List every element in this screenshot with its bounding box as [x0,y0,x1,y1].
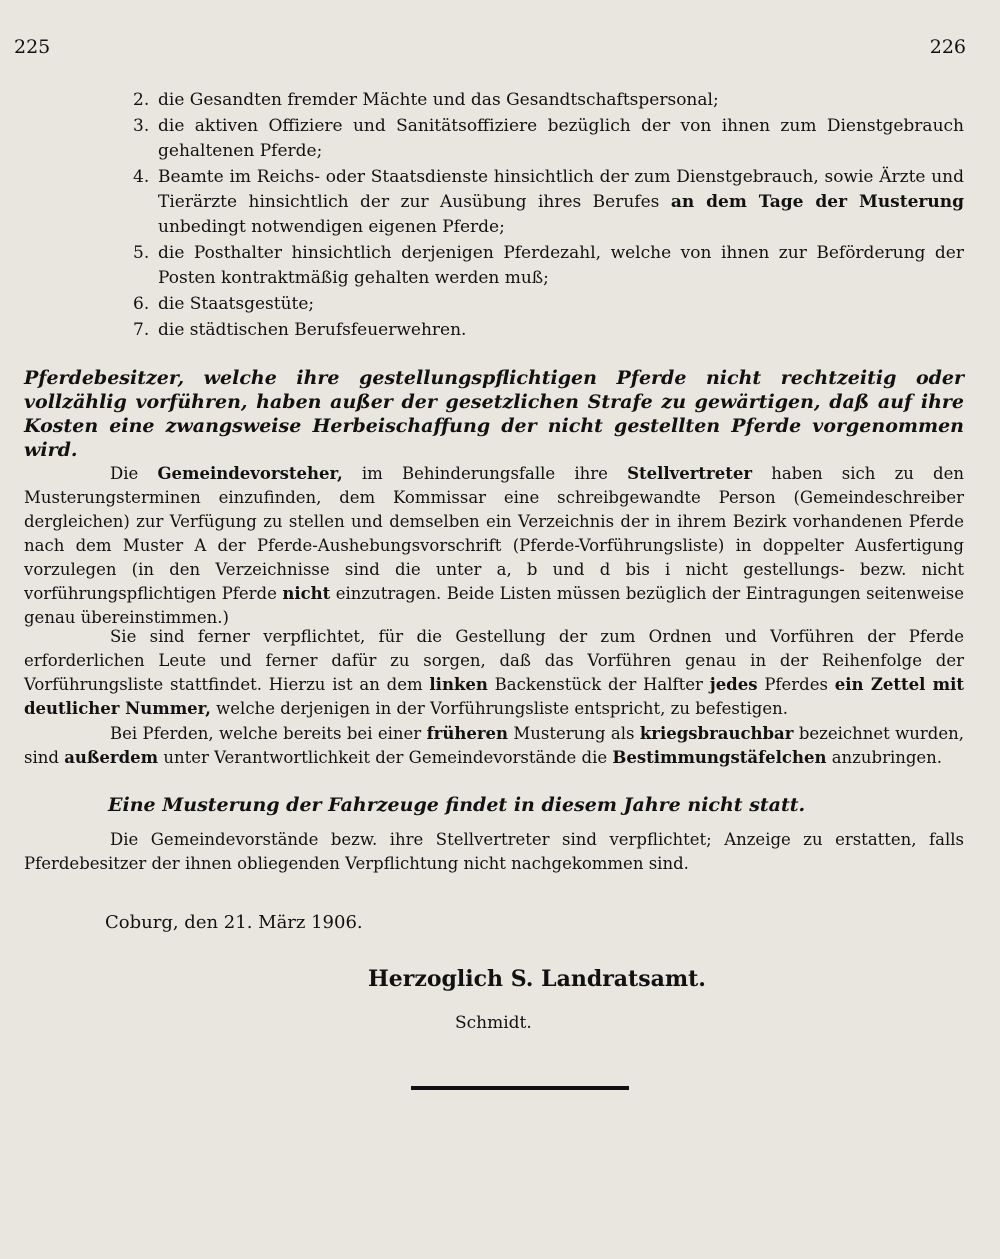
vehicle-notice: Eine Musterung der Fahrzeuge findet in diesem Jahre nicht statt. [108,794,806,816]
paragraph-reporting [24,828,964,876]
list-item-number: 5. [133,243,150,263]
text-run: unter Verantwortlichkeit der Gemeindevorstände die [163,748,608,767]
emphasis: früheren [426,724,509,743]
text-run: Pferdes [764,675,828,694]
list-item-number: 4. [133,167,150,187]
list-item-text: die städtischen Berufsfeuerwehren. [158,320,467,340]
list-item-text [158,165,964,240]
list-item-number: 3. [133,116,150,136]
page-number-left: 225 [14,36,51,58]
text-run: Sie sind ferner verpflichtet, für die Gestellung der zum Ordnen und Vorführen der Pferde erforderlichen Leute und ferner dafür zu sorgen, daß das Vorführen genau in der Reihenfolge der Vorführungsliste stattfindet. Hierzu ist an dem [24,627,964,694]
text-run: haben sich zu den Musterungsterminen einzufinden, dem Kommissar eine schreibgewandte Person (Gemeindeschreiber dergleichen) zur Verfügung zu stellen und demselben ein Verzeichnis der in ihrem Bezirk vorhandenen Pferde nach dem Muster A der Pferde-Aushebungsvorschrift (Pferde-Vorführungsliste) in doppelter Ausfertigung vorzulegen (in den Verzeichnisse sind die unter a, b und d bis i nicht gestellungs- bezw. nicht vorführungspflichtigen Pferde [24,464,965,603]
text-run: im Behinderungsfalle ihre [361,464,608,483]
list-item-number: 6. [133,294,150,314]
emphasis: kriegsbrauchbar [639,724,794,743]
list-item [133,241,964,291]
paragraph-municipal-duties [24,462,964,630]
list-item [133,318,964,343]
list-item-text: die Staatsgestüte; [158,294,315,314]
list-item-text: die Posthalter hinsichtlich derjenigen Pferdezahl, welche von ihnen zur Beförderung der Posten kontraktmäßig gehalten werden muß; [158,243,964,288]
exemption-list [133,88,964,344]
emphasis: Bestimmungstäfelchen [612,748,827,767]
emphasis: Stellvertreter [627,464,753,483]
paragraph-presentation [24,625,964,721]
emphasis: Gemeindevorsteher, [157,464,343,483]
closing-rule [411,1086,629,1090]
signature: Schmidt. [455,1013,532,1033]
page-number-right: 226 [929,36,966,58]
issuing-office: Herzoglich S. Landratsamt. [368,966,706,992]
emphasis: linken [429,675,488,694]
list-item-number: 2. [133,90,150,110]
emphasis: außerdem [64,748,159,767]
paragraph-tags [24,722,964,770]
penalty-warning: Pferdebesitzer, welche ihre gestellungspflichtigen Pferde nicht rechtzeitig oder vollzählig vorführen, haben außer der gesetzlichen Strafe zu gewärtigen, daß auf ihre Kosten eine zwangsweise Herbeischaffung der nicht gestellten Pferde vorgenommen wird. [24,367,964,461]
text-run: Die [110,464,139,483]
text-run: Musterung als [513,724,635,743]
place-and-date: Coburg, den 21. März 1906. [105,912,363,933]
list-item-number: 7. [133,320,150,340]
list-item-emphasis: an dem Tage der Musterung [670,192,964,212]
list-item [133,114,964,164]
list-item-text: die Gesandten fremder Mächte und das Gesandtschaftspersonal; [158,90,719,110]
emphasis: jedes [709,675,758,694]
text-run: einzutragen. Beide Listen müssen bezüglich der Eintragungen seitenweise genau übereinstimmen.) [24,584,965,627]
text-run: Backenstück der Halfter [494,675,703,694]
list-item-text-end: unbedingt notwendigen eigenen Pferde; [158,217,505,237]
list-item-text: die aktiven Offiziere und Sanitätsoffiziere bezüglich der von ihnen zum Dienstgebrauch gehaltenen Pferde; [158,116,964,161]
text-run: Die Gemeindevorstände bezw. ihre Stellvertreter sind verpflichtet; Anzeige zu erstatten, falls Pferdebesitzer der ihnen obliegenden Verpflichtung nicht nachgekommen sind. [24,830,964,873]
text-run: welche derjenigen in der Vorführungsliste entspricht, zu befestigen. [216,699,788,718]
emphasis: ein Zettel mit deutlicher Nummer, [24,675,965,718]
list-item [133,88,964,113]
emphasis: nicht [282,584,331,603]
text-run: bezeichnet wurden, sind [24,724,964,767]
list-item [133,292,964,317]
list-item-text-start: Beamte im Reichs- oder Staatsdienste hinsichtlich der zum Dienstgebrauch, sowie Ärzte und Tierärzte hinsichtlich der zur Ausübung ihres Berufes [158,167,964,212]
list-item [133,165,964,240]
text-run: Bei Pferden, welche bereits bei einer [110,724,422,743]
text-run: anzubringen. [831,748,943,767]
